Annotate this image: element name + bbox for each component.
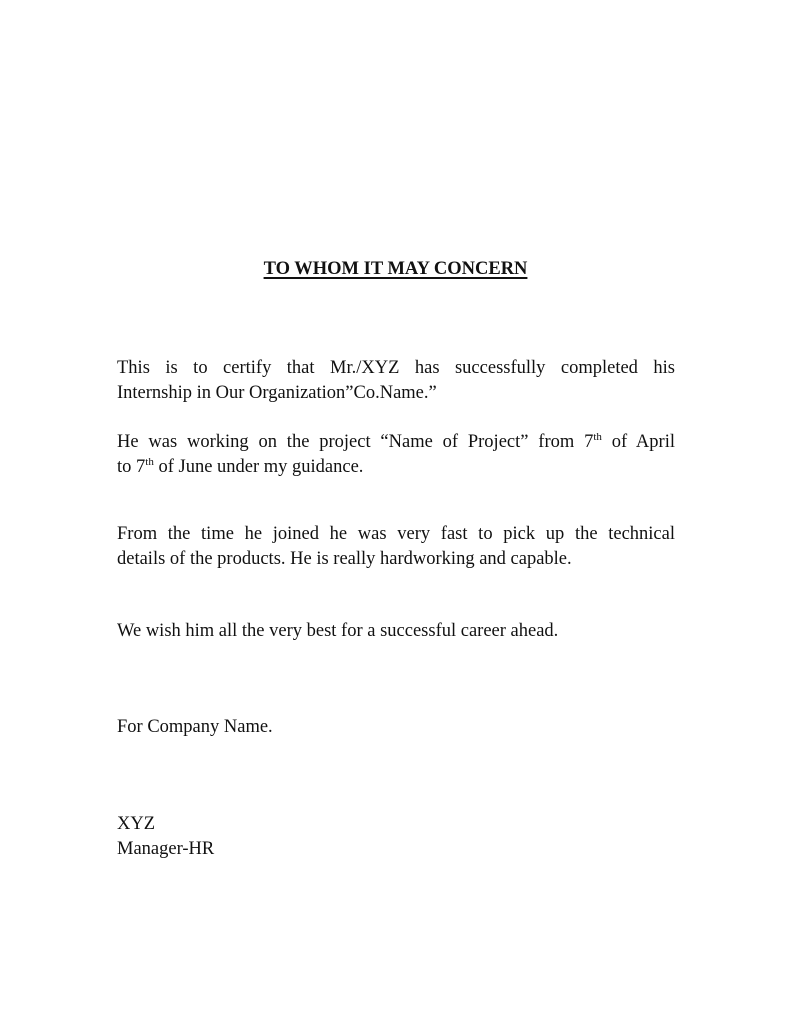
project-line-2-text: to 7 [117, 457, 146, 477]
project-line-1-text: He was working on the project “Name of Project” from 7 [117, 432, 594, 452]
document-heading: TO WHOM IT MAY CONCERN [263, 259, 528, 279]
certification-line-2: Internship in Our Organization”Co.Name.” [117, 383, 437, 403]
wishes-paragraph: We wish him all the very best for a successful career ahead. [117, 621, 559, 641]
project-line-1 [117, 430, 675, 455]
performance-line-2: details of the products. He is really hardworking and capable. [117, 549, 572, 569]
certification-paragraph [117, 356, 675, 406]
project-paragraph [117, 430, 675, 480]
project-line-1-end: of April [601, 432, 675, 452]
signatory-title: Manager-HR [117, 839, 215, 859]
signatory-name: XYZ [117, 814, 156, 834]
performance-line-1: From the time he joined he was very fast to pick up the technical [117, 524, 675, 544]
project-line-2-end: of June under my guidance. [153, 457, 364, 477]
certification-line-1: This is to certify that Mr./XYZ has successfully completed his [117, 358, 675, 378]
signature-block [117, 812, 675, 862]
closing-line: For Company Name. [117, 717, 273, 737]
ordinal-suffix: th [145, 455, 154, 468]
performance-paragraph [117, 522, 675, 572]
project-line-2 [117, 455, 675, 480]
ordinal-suffix: th [593, 430, 602, 443]
